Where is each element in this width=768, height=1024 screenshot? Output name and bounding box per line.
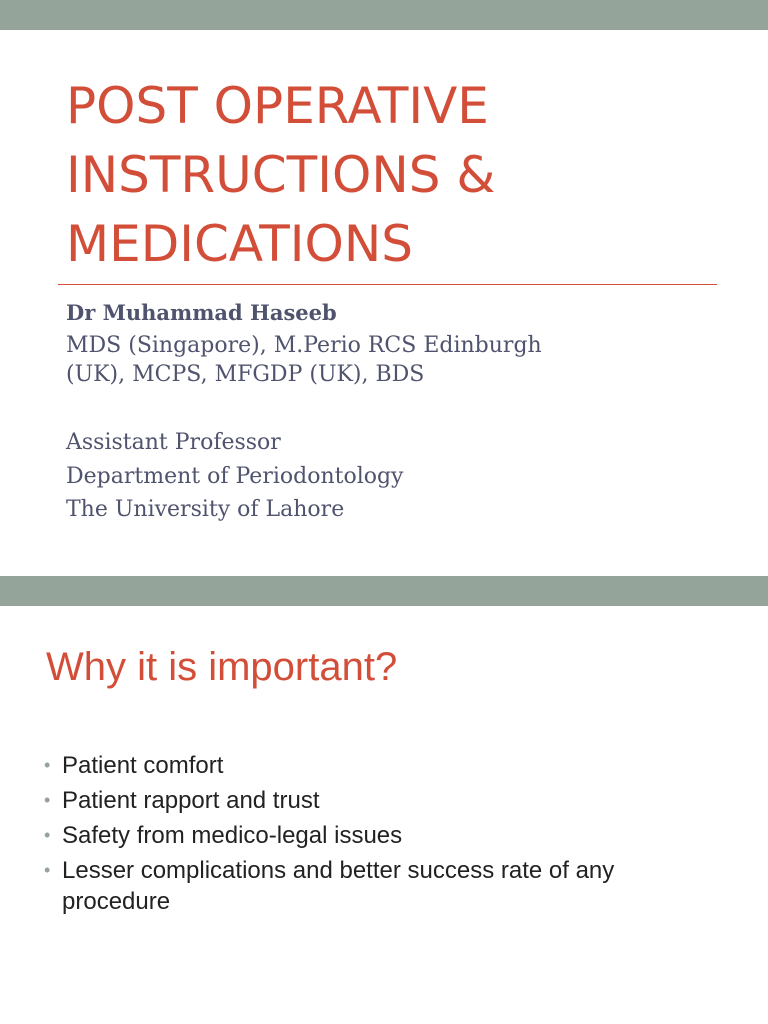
content-slide	[0, 606, 768, 1024]
bullet-text: Safety from medico-legal issues	[62, 822, 403, 849]
list-item	[44, 750, 704, 781]
title-line-1: POST OPERATIVE	[66, 77, 489, 135]
presenter-block	[66, 296, 716, 527]
top-divider-band	[0, 0, 768, 30]
bullet-icon: •	[44, 860, 51, 880]
list-item	[44, 855, 704, 917]
affiliation-position: Assistant Professor	[66, 430, 281, 455]
bullet-list	[44, 750, 704, 921]
slide-title	[66, 72, 726, 279]
slide-divider-band	[0, 576, 768, 606]
bullet-text: Patient rapport and trust	[62, 787, 320, 814]
affiliation-department: Department of Periodontology	[66, 463, 404, 489]
bullet-text: Patient comfort	[62, 752, 224, 779]
title-slide	[0, 30, 768, 576]
list-item	[44, 820, 704, 851]
list-item	[44, 785, 704, 816]
qualification-line-1: MDS (Singapore), M.Perio RCS Edinburgh	[66, 333, 542, 358]
presenter-name: Dr Muhammad Haseeb	[66, 300, 337, 325]
title-underline-rule	[58, 284, 717, 285]
title-line-2: INSTRUCTIONS &	[66, 146, 496, 204]
bullet-icon: •	[44, 755, 51, 775]
slide-heading: Why it is important?	[46, 645, 398, 689]
bullet-text: Lesser complications and better success rate of any procedure	[62, 857, 615, 915]
qualification-line-2: (UK), MCPS, MFGDP (UK), BDS	[66, 362, 425, 387]
affiliation-university: The University of Lahore	[66, 497, 345, 522]
bullet-icon: •	[44, 825, 51, 845]
spacer	[66, 389, 716, 426]
bullet-icon: •	[44, 790, 51, 810]
title-line-3: MEDICATIONS	[66, 215, 413, 273]
